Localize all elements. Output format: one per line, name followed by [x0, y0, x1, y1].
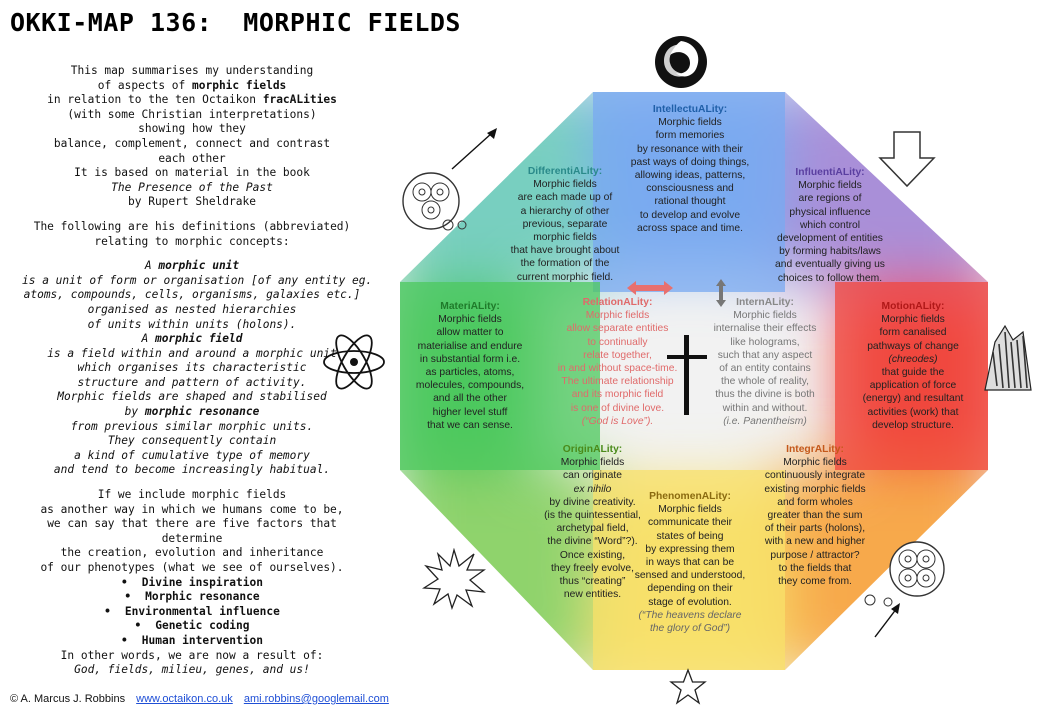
definition-line: atoms, compounds, cells, organisms, galaxies etc.]: [23, 288, 361, 302]
factors-intro-line: of our phenotypes (what we see of ourselves).: [40, 561, 344, 574]
up-arrow-icon: [448, 125, 500, 173]
conclusion-line: In other words, we are now a result of:: [60, 648, 324, 662]
definition-line: organised as nested hierarchies: [87, 302, 297, 316]
email-link[interactable]: ami.robbins@googlemail.com: [243, 693, 389, 705]
footer: [10, 693, 389, 705]
intro-line: (with some Christian interpretations): [67, 107, 317, 121]
intro-line: It is based on material in the book: [74, 166, 310, 180]
definition-line: is a unit of form or organisation [of any entity eg.: [22, 273, 373, 287]
originality-text: Morphic fields can originate: [560, 457, 625, 482]
intro-line: in relation to the ten Octaikon fracALities: [47, 93, 337, 107]
definition-line: and tend to become increasingly habitual.: [53, 463, 331, 477]
phenomenality-box: [620, 490, 760, 635]
motionality-box: [843, 300, 983, 432]
integrality-title: IntegrALity:: [786, 444, 844, 455]
intro-line: The Presence of the Past: [111, 180, 273, 194]
factor-item: • Genetic coding: [22, 619, 362, 634]
definition-line: from previous similar morphic units.: [70, 419, 314, 433]
starburst-icon: [422, 548, 486, 610]
relationality-text: Morphic fields allow separate entities to continually relate together, in and without space-time. The ultimate relationship and its morphic field is one of divine love.: [557, 310, 678, 414]
factors-intro-line: we can say that there are five factors that: [47, 517, 337, 531]
originality-text2: by divine creativity. (is the quintessential, archetypal field, the divine “Word”?). Once existing, they freely evolve, thus “creating” new entities.: [544, 496, 641, 601]
intro-line: This map summarises my understanding: [70, 64, 314, 77]
phenomenality-text: Morphic fields communicate their states of being by expressing them in ways that can be sensed and understood, depending on their stage of evolution.: [634, 504, 746, 608]
copyright: © A. Marcus J. Robbins: [10, 693, 126, 705]
internality-title: InternALity:: [736, 297, 794, 308]
factors-intro-line: the creation, evolution and inheritance: [60, 546, 324, 560]
internality-quote: (i.e. Panentheism): [723, 415, 807, 427]
definition-line: which organises its characteristic: [77, 361, 307, 375]
small-circles-icon: [440, 218, 470, 232]
factor-item: • Divine inspiration: [22, 576, 362, 591]
motionality-text: Morphic fields form canalised pathways of change: [867, 314, 959, 352]
definition-line: They consequently contain: [107, 434, 277, 448]
influentiality-title: InfluentiALity:: [795, 167, 865, 178]
differentiality-box: [495, 165, 635, 284]
swirl-icon: [652, 33, 710, 91]
factor-item: • Morphic resonance: [22, 590, 362, 605]
page-title: OKKI-MAP 136: MORPHIC FIELDS: [10, 8, 461, 37]
definition-line: by morphic resonance: [124, 405, 260, 419]
double-arrow-horizontal-icon: [627, 281, 673, 295]
integrality-text: Morphic fields continuously integrate existing morphic fields and form wholes greater than the sum of their parts (holons), with a new and higher purpose / attractor? to the fields that they come from.: [764, 457, 866, 588]
cross-icon: [663, 335, 711, 415]
differentiality-title: DifferentiALity:: [527, 166, 603, 177]
intro-line: by Rupert Sheldrake: [128, 195, 256, 209]
definition-line: Morphic fields are shaped and stabilised: [57, 390, 327, 404]
conclusion-italic-line: God, fields, milieu, genes, and us!: [74, 663, 310, 677]
website-link[interactable]: www.octaikon.co.uk: [136, 693, 233, 705]
motionality-text2: that guide the application of force (energy) and resultant activities (work) that develop structure.: [862, 367, 964, 431]
star-icon: [668, 668, 708, 706]
definition-line: A morphic unit: [144, 259, 240, 273]
intro-line: balance, complement, connect and contrast: [53, 136, 331, 150]
definition-line: of units within units (holons).: [87, 317, 297, 331]
internality-box: [700, 296, 830, 428]
originality-italic: ex nihilo: [573, 483, 612, 495]
integrality-box: [745, 443, 885, 588]
definition-line: structure and pattern of activity.: [77, 375, 307, 389]
materiality-box: [405, 300, 535, 432]
factor-item: • Human intervention: [22, 634, 362, 649]
intellectuality-text: Morphic fields form memories by resonance with their past ways of doing things, allowing ideas, patterns, consciousness and rational thought to develop and evolve across space and time.: [630, 117, 750, 234]
differentiality-text: Morphic fields are each made up of a hierarchy of other previous, separate morphic fields that have brought about the formation of the current morphic field.: [510, 179, 620, 283]
definition-line: is a field within and around a morphic unit: [47, 346, 337, 360]
internality-text: Morphic fields internalise their effects like holograms, such that any aspect of an entity contains the whole of reality, thus the divine is both within and without.: [713, 310, 817, 414]
materiality-title: MateriALity:: [440, 301, 500, 312]
factors-intro-line: determine: [161, 531, 223, 545]
phenomenality-title: PhenomenALity:: [649, 491, 731, 502]
factors-intro-line: If we include morphic fields: [97, 488, 287, 502]
phenomenality-quote: (“The heavens declare the glory of God”): [638, 609, 742, 635]
influentiality-text: Morphic fields are regions of physical influence which control development of entities by forming habits/laws and eventually giving us choices to follow them.: [775, 180, 885, 284]
intellectuality-title: IntellectuALity:: [652, 104, 728, 115]
intro-line: each other: [158, 151, 226, 165]
definition-line: A morphic field: [141, 332, 243, 346]
down-arrow-icon: [878, 130, 936, 188]
relationality-title: RelationALity:: [582, 297, 653, 308]
factors-intro-line: as another way in which we humans come to be,: [40, 502, 344, 516]
relationality-quote: (“God is Love”).: [581, 415, 654, 427]
double-arrow-vertical-icon: [716, 279, 726, 307]
definitions-intro-line: relating to morphic concepts:: [94, 234, 290, 248]
intro-text: [22, 64, 373, 678]
atom-icon: [322, 330, 386, 394]
motionality-title: MotionALity:: [881, 301, 945, 312]
materiality-text: Morphic fields allow matter to materialise and endure in substantial form i.e. as particles, atoms, molecules, compounds, and all the other higher level stuff that we can sense.: [415, 314, 525, 431]
definition-line: a kind of cumulative type of memory: [74, 448, 310, 462]
small-circles-icon: [860, 590, 900, 610]
factor-item: • Environmental influence: [22, 605, 362, 620]
intro-line: of aspects of morphic fields: [97, 78, 287, 92]
mountain-icon: [983, 322, 1033, 392]
factors-list: [22, 576, 362, 649]
intro-line: showing how they: [138, 122, 246, 136]
motionality-italic: (chreodes): [888, 353, 938, 365]
originality-title: OriginALity:: [562, 444, 623, 455]
definitions-intro-line: The following are his definitions (abbreviated): [33, 219, 351, 233]
